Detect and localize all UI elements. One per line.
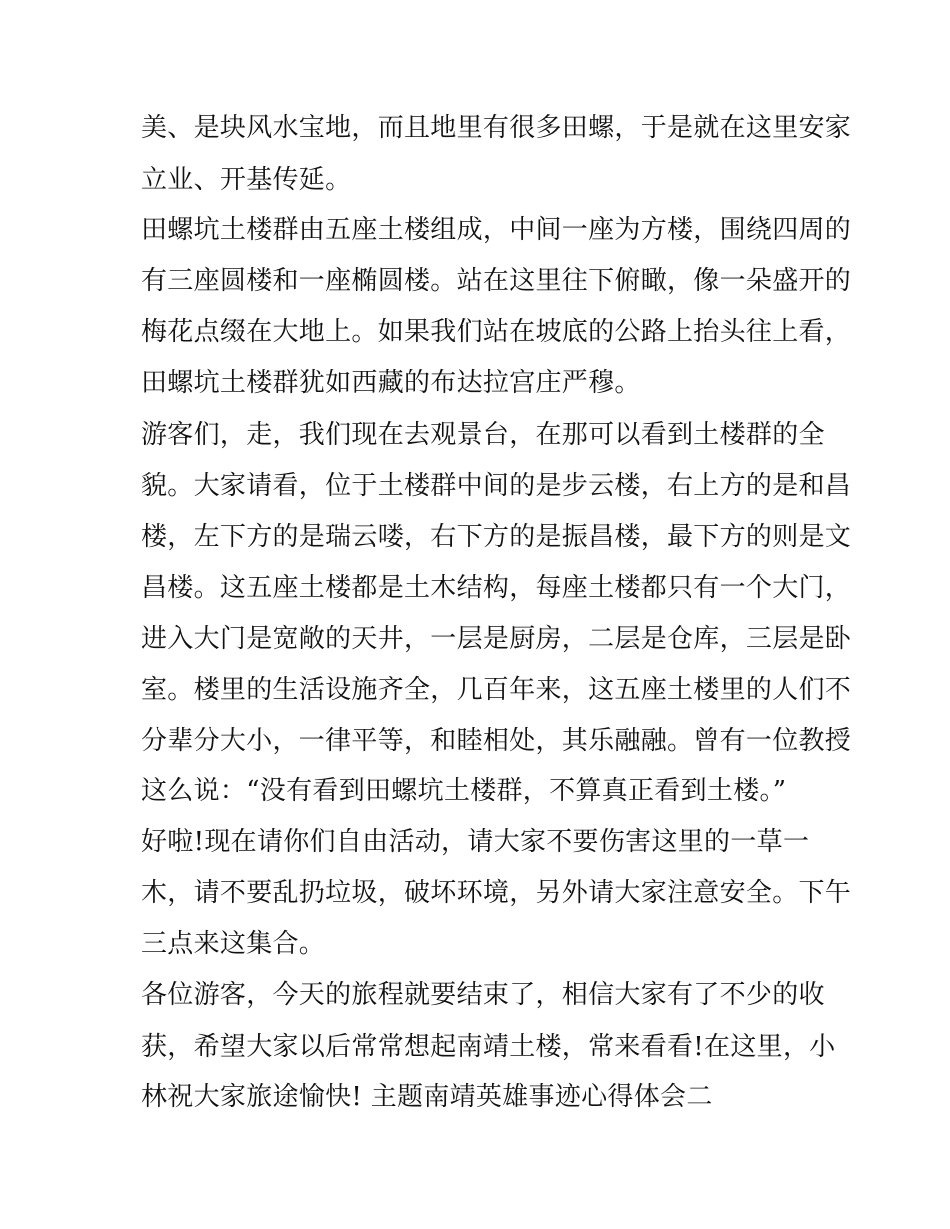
text-line: 梅花点缀在大地上。如果我们站在坡底的公路上抬头往上看， xyxy=(141,317,852,347)
text-line: 昌楼。这五座土楼都是土木结构，每座土楼都只有一个大门， xyxy=(141,573,852,603)
text-line: 三点来这集合。 xyxy=(141,929,326,959)
text-line: 分辈分大小，一律平等，和睦相处，其乐融融。曾有一位教授 xyxy=(141,726,852,756)
text-line: 田螺坑土楼群由五座土楼组成，中间一座为方楼，围绕四周的 xyxy=(141,215,852,245)
text-line: 获，希望大家以后常常想起南靖土楼，常来看看!在这里，小 xyxy=(141,1032,836,1062)
text-line: 各位游客，今天的旅程就要结束了，相信大家有了不少的收 xyxy=(141,980,825,1010)
text-line: 进入大门是宽敞的天井，一层是厨房，二层是仓库，三层是卧 xyxy=(141,624,852,654)
text-line: 貌。大家请看，位于土楼群中间的是步云楼，右上方的是和昌 xyxy=(141,471,852,501)
text-line: 好啦!现在请你们自由活动，请大家不要伤害这里的一草一 xyxy=(141,827,810,857)
text-line: 美、是块风水宝地，而且地里有很多田螺，于是就在这里安家 xyxy=(141,113,852,143)
text-line: 游客们，走，我们现在去观景台，在那可以看到土楼群的全 xyxy=(141,420,825,450)
text-line: 田螺坑土楼群犹如西藏的布达拉宫庄严穆。 xyxy=(141,368,641,398)
text-line: 室。楼里的生活设施齐全，几百年来，这五座土楼里的人们不 xyxy=(141,675,852,705)
text-line: 林祝大家旅途愉快! 主题南靖英雄事迹心得体会二 xyxy=(141,1082,713,1112)
text-line: 木，请不要乱扔垃圾，破坏环境，另外请大家注意安全。下午 xyxy=(141,878,852,908)
text-line: 这么说：“没有看到田螺坑土楼群，不算真正看到土楼。” xyxy=(141,776,787,806)
text-line: 楼，左下方的是瑞云喽，右下方的是振昌楼，最下方的则是文 xyxy=(141,522,852,552)
text-line: 立业、开基传延。 xyxy=(141,165,352,195)
text-line: 有三座圆楼和一座椭圆楼。站在这里往下俯瞰，像一朵盛开的 xyxy=(141,266,852,296)
